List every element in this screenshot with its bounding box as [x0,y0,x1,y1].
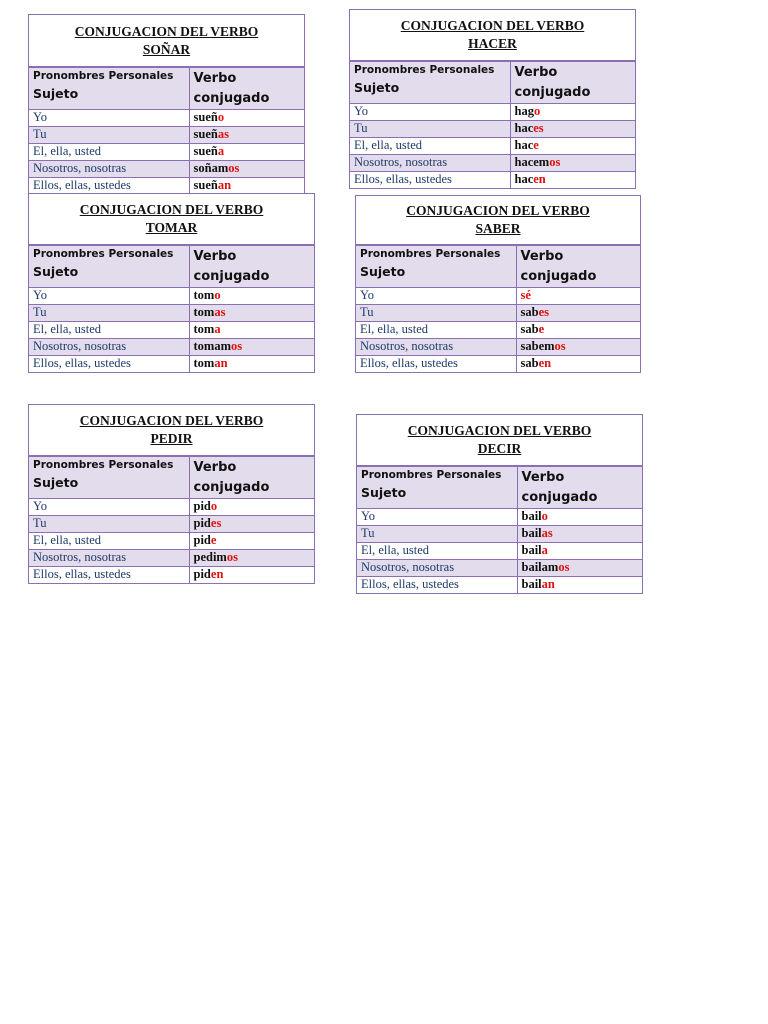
table-row [356,288,640,305]
conjugation-card-saber [355,195,641,373]
table-row [29,160,304,177]
header-pronouns-label: Pronombres Personales [360,248,501,260]
title-line-1: CONJUGACION DEL VERBO [407,423,592,438]
conjugation-table [29,246,314,372]
card-title [29,15,304,68]
card-title [356,196,640,246]
verb-stem: sueñ [193,143,218,158]
verb-stem: pid [193,566,211,581]
conjugated-verb-cell [510,154,635,171]
verb-ending: es [538,304,549,319]
verb-stem: sabem [520,338,555,353]
conjugated-verb-cell [516,338,640,355]
header-conjugated-label: conjugado [193,268,270,284]
verb-stem: tom [193,321,215,336]
conjugated-verb-cell [189,177,304,193]
pronoun-cell: El, ella, usted [357,542,517,559]
pronoun-cell: Tu [29,126,189,143]
header-verb [189,457,314,499]
pronoun-cell: Yo [356,288,516,305]
title-line-1: CONJUGACION DEL VERBO [74,23,259,39]
conjugated-verb-cell [189,288,314,305]
header-conjugated-label: conjugado [521,489,598,505]
header-subject-label: Sujeto [354,80,400,95]
conjugated-verb-cell [516,321,640,338]
verb-stem: tom [193,288,215,302]
table-row [350,104,635,121]
conjugated-verb-cell [510,137,635,154]
verb-stem: tomam [193,338,231,353]
header-pronouns [29,457,189,499]
conjugated-verb-cell [189,110,304,127]
table-row [356,338,640,355]
table-row [350,137,635,154]
verb-ending: o [210,499,218,513]
table-row [356,304,640,321]
header-subject-label: Sujeto [33,264,79,279]
header-verb [517,467,642,509]
pronoun-cell: Yo [29,110,189,127]
header-verb-label: Verbo [521,470,565,485]
title-verb: HACER [468,36,517,51]
conjugated-verb-cell [189,515,314,532]
conjugation-table [357,467,642,593]
verb-ending: en [538,355,552,370]
conjugated-verb-cell [517,576,642,592]
pronoun-cell: Yo [29,288,189,305]
conjugated-verb-cell [516,304,640,321]
verb-stem: sueñ [193,110,218,124]
header-subject-label: Sujeto [33,86,79,101]
verb-stem: soñam [193,160,229,175]
verb-ending: es [533,120,544,135]
verb-stem: bail [521,542,542,557]
header-pronouns-label: Pronombres Personales [33,248,174,260]
verb-stem: bail [521,509,542,523]
conjugation-table [350,62,635,188]
conjugation-card-tomar [28,193,315,373]
pronoun-cell: Ellos, ellas, ustedes [29,177,189,193]
title-line-1: CONJUGACION DEL VERBO [400,18,585,33]
header-pronouns [356,246,516,288]
pronoun-cell: El, ella, usted [350,137,510,154]
verb-stem: hag [514,104,534,118]
verb-stem: bail [521,576,542,591]
verb-ending: en [210,566,224,581]
verb-stem: sab [520,304,539,319]
conjugated-verb-cell [189,549,314,566]
verb-stem: hac [514,171,534,186]
verb-ending: os [558,559,570,574]
pronoun-cell: Ellos, ellas, ustedes [356,355,516,371]
header-verb [189,246,314,288]
conjugated-verb-cell [510,120,635,137]
header-verb-label: Verbo [520,249,564,264]
table-row [29,549,314,566]
verb-ending: os [554,338,566,353]
header-pronouns [350,62,510,104]
table-row [350,120,635,137]
verb-stem: tom [193,355,215,370]
conjugated-verb-cell [189,566,314,582]
verb-stem: pid [193,532,211,547]
pronoun-cell: Tu [350,120,510,137]
table-row [29,499,314,516]
title-verb: SOÑAR [142,41,191,57]
verb-ending: a [541,542,548,557]
header-pronouns [29,68,189,110]
card-title [29,405,314,457]
table-row [29,288,314,305]
table-row [350,154,635,171]
verb-stem: tom [193,304,215,319]
pronoun-cell: El, ella, usted [356,321,516,338]
verb-stem: pid [193,499,211,513]
header-verb-label: Verbo [193,249,237,264]
conjugated-verb-cell [510,171,635,187]
header-row [29,457,314,499]
table-row [29,126,304,143]
verb-ending: an [214,355,228,370]
header-verb [189,68,304,110]
card-title [29,194,314,246]
verb-ending: an [217,177,232,192]
verb-ending: os [231,338,243,353]
verb-ending: a [214,321,221,336]
header-verb-label: Verbo [193,71,237,86]
verb-stem: pedim [193,549,227,564]
card-title [350,10,635,62]
header-pronouns-label: Pronombres Personales [361,469,502,481]
conjugated-verb-cell [516,288,640,305]
pronoun-cell: Yo [350,104,510,121]
verb-ending: os [549,154,561,169]
conjugated-verb-cell [189,321,314,338]
table-row [357,542,642,559]
header-pronouns [357,467,517,509]
pronoun-cell: Yo [357,509,517,526]
table-row [29,338,314,355]
pronoun-cell: Nosotros, nosotras [357,559,517,576]
table-row [357,559,642,576]
verb-ending: o [217,110,225,124]
table-row [29,355,314,371]
conjugation-card-decir [356,414,643,594]
header-conjugated-label: conjugado [193,479,270,495]
table-row [357,509,642,526]
conjugation-table [356,246,640,372]
title-verb: PEDIR [150,431,193,446]
header-subject-label: Sujeto [33,475,79,490]
verb-stem: hac [514,120,534,135]
verb-ending: as [214,304,226,319]
pronoun-cell: Ellos, ellas, ustedes [29,355,189,371]
verb-stem: sab [520,321,539,336]
pronoun-cell: Ellos, ellas, ustedes [357,576,517,592]
verb-ending: es [210,515,222,530]
conjugated-verb-cell [189,126,304,143]
table-row [357,525,642,542]
conjugated-verb-cell [516,355,640,371]
table-row [356,321,640,338]
pronoun-cell: Tu [357,525,517,542]
pronoun-cell: El, ella, usted [29,321,189,338]
conjugation-card-sonar [28,14,305,195]
verb-ending: sé [520,288,531,302]
header-verb-label: Verbo [514,65,558,80]
pronoun-cell: Nosotros, nosotras [29,549,189,566]
pronoun-cell: Nosotros, nosotras [29,160,189,177]
table-row [29,532,314,549]
verb-stem: sueñ [193,177,218,192]
table-row [29,304,314,321]
header-conjugated-label: conjugado [514,84,591,100]
verb-ending: e [210,532,217,547]
pronoun-cell: El, ella, usted [29,143,189,160]
title-line-1: CONJUGACION DEL VERBO [79,413,264,428]
pronoun-cell: Nosotros, nosotras [29,338,189,355]
pronoun-cell: Nosotros, nosotras [350,154,510,171]
conjugated-verb-cell [189,355,314,371]
verb-ending: o [541,509,548,523]
verb-stem: bailam [521,559,559,574]
pronoun-cell: Ellos, ellas, ustedes [29,566,189,582]
conjugated-verb-cell [517,525,642,542]
verb-stem: sab [520,355,539,370]
pronoun-cell: El, ella, usted [29,532,189,549]
conjugation-card-pedir [28,404,315,584]
verb-ending: a [217,143,225,158]
verb-stem: sueñ [193,126,218,141]
table-row [29,321,314,338]
pronoun-cell: Tu [356,304,516,321]
verb-ending: os [228,160,240,175]
pronoun-cell: Tu [29,304,189,321]
verb-ending: e [538,321,545,336]
header-verb [510,62,635,104]
table-row [350,171,635,187]
conjugated-verb-cell [189,532,314,549]
conjugation-table [29,457,314,583]
verb-ending: o [214,288,221,302]
header-pronouns-label: Pronombres Personales [33,459,174,471]
verb-stem: pid [193,515,211,530]
header-row [356,246,640,288]
verb-ending: o [533,104,541,118]
conjugated-verb-cell [189,304,314,321]
verb-stem: hacem [514,154,550,169]
header-pronouns-label: Pronombres Personales [33,70,174,82]
conjugated-verb-cell [189,160,304,177]
header-conjugated-label: conjugado [193,90,270,106]
header-verb [516,246,640,288]
conjugated-verb-cell [510,104,635,121]
header-row [29,246,314,288]
conjugated-verb-cell [189,338,314,355]
conjugated-verb-cell [189,143,304,160]
verb-ending: as [541,525,553,540]
header-subject-label: Sujeto [360,264,406,279]
conjugated-verb-cell [517,509,642,526]
verb-ending: en [533,171,546,186]
header-row [350,62,635,104]
table-row [29,143,304,160]
conjugation-table [29,68,304,194]
title-verb: TOMAR [145,220,198,235]
verb-ending: an [541,576,555,591]
pronoun-cell: Yo [29,499,189,516]
table-row [357,576,642,592]
pronoun-cell: Tu [29,515,189,532]
table-row [29,566,314,582]
card-title [357,415,642,467]
table-row [29,177,304,193]
table-row [29,110,304,127]
title-verb: DECIR [477,441,522,456]
pronoun-cell: Ellos, ellas, ustedes [350,171,510,187]
table-row [356,355,640,371]
header-conjugated-label: conjugado [520,268,597,284]
title-verb: SABER [475,221,521,236]
conjugated-verb-cell [517,542,642,559]
pronoun-cell: Nosotros, nosotras [356,338,516,355]
title-line-1: CONJUGACION DEL VERBO [79,202,264,217]
header-row [29,68,304,110]
header-pronouns-label: Pronombres Personales [354,64,495,76]
verb-ending: e [533,137,539,152]
verb-ending: as [217,126,229,141]
conjugated-verb-cell [517,559,642,576]
conjugated-verb-cell [189,499,314,516]
table-row [29,515,314,532]
header-pronouns [29,246,189,288]
conjugation-card-hacer [349,9,636,189]
verb-ending: os [226,549,238,564]
header-verb-label: Verbo [193,460,237,475]
header-row [357,467,642,509]
title-line-1: CONJUGACION DEL VERBO [406,203,590,218]
verb-stem: hac [514,137,534,152]
verb-stem: bail [521,525,542,540]
header-subject-label: Sujeto [361,485,407,500]
